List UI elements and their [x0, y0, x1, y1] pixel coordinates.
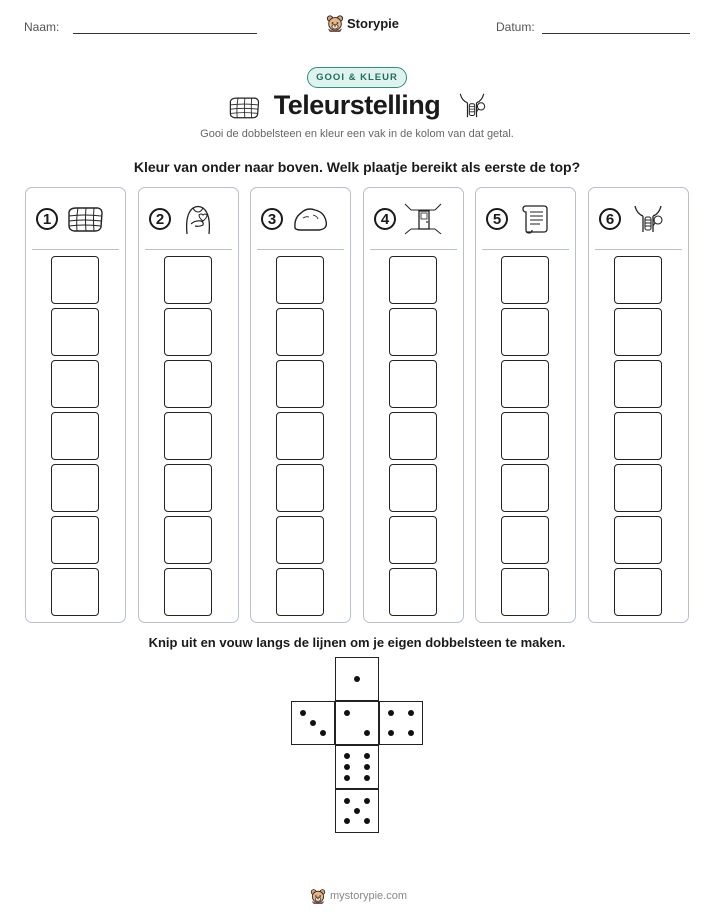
die-pip — [300, 710, 306, 716]
die-pip — [344, 753, 350, 759]
question: Kleur van onder naar boven. Welk plaatje bereikt als eerste de top? — [133, 159, 581, 175]
color-cell[interactable] — [389, 568, 437, 616]
color-cell[interactable] — [389, 308, 437, 356]
die-face-4 — [379, 701, 423, 745]
name-line[interactable] — [73, 33, 257, 34]
color-cell[interactable] — [389, 256, 437, 304]
color-cell[interactable] — [51, 360, 99, 408]
cut-instruction: Knip uit en vouw langs de lijnen om je eigen dobbelsteen te maken. — [148, 635, 566, 650]
die-pip — [364, 764, 370, 770]
column-number: 3 — [261, 208, 283, 230]
color-cell[interactable] — [276, 308, 324, 356]
die-pip — [364, 775, 370, 781]
column-divider — [257, 249, 344, 250]
die-pip — [408, 710, 414, 716]
color-cell[interactable] — [614, 464, 662, 512]
color-cell[interactable] — [389, 412, 437, 460]
color-cell[interactable] — [501, 464, 549, 512]
color-cell[interactable] — [614, 360, 662, 408]
column-divider — [32, 249, 119, 250]
die-pip — [354, 676, 360, 682]
column-1 — [25, 187, 126, 623]
die-pip — [364, 818, 370, 824]
color-cell[interactable] — [164, 516, 212, 564]
color-cell[interactable] — [51, 256, 99, 304]
page-subtitle: Gooi de dobbelsteen en kleur een vak in de kolom van dat getal. — [200, 128, 514, 140]
color-cell[interactable] — [614, 516, 662, 564]
die-pip — [388, 730, 394, 736]
footer-url[interactable]: mystorypie.com — [330, 890, 408, 902]
color-cell[interactable] — [389, 464, 437, 512]
die-pip — [364, 730, 370, 736]
column-number: 1 — [36, 208, 58, 230]
color-cell[interactable] — [164, 256, 212, 304]
color-cell[interactable] — [614, 412, 662, 460]
blanket-icon — [64, 202, 106, 236]
date-label: Datum: — [496, 20, 535, 34]
heart-chest-icon — [177, 202, 219, 236]
column-number: 6 — [599, 208, 621, 230]
color-cell[interactable] — [614, 568, 662, 616]
color-cell[interactable] — [389, 360, 437, 408]
color-cell[interactable] — [501, 256, 549, 304]
color-cell[interactable] — [51, 568, 99, 616]
color-cell[interactable] — [51, 464, 99, 512]
die-pip — [344, 775, 350, 781]
name-label: Naam: — [24, 20, 60, 34]
die-pip — [408, 730, 414, 736]
die-pip — [344, 798, 350, 804]
activity-badge: GOOI & KLEUR — [307, 67, 407, 88]
column-divider — [595, 249, 682, 250]
footer — [310, 886, 407, 906]
date-line[interactable] — [542, 33, 690, 34]
bear-logo-icon — [326, 14, 344, 32]
color-cell[interactable] — [164, 308, 212, 356]
die-pip — [354, 808, 360, 814]
throat-icon — [627, 202, 669, 236]
color-cell[interactable] — [501, 412, 549, 460]
column-divider — [370, 249, 457, 250]
color-cell[interactable] — [164, 412, 212, 460]
color-cell[interactable] — [51, 412, 99, 460]
color-cell[interactable] — [389, 516, 437, 564]
die-pip — [320, 730, 326, 736]
column-number: 5 — [486, 208, 508, 230]
column-2 — [138, 187, 239, 623]
stone-icon — [289, 202, 331, 236]
die-face-6 — [335, 745, 379, 789]
color-cell[interactable] — [164, 360, 212, 408]
color-cell[interactable] — [164, 568, 212, 616]
color-cell[interactable] — [501, 516, 549, 564]
die-face-5 — [335, 789, 379, 833]
die-face-3 — [291, 701, 335, 745]
column-number: 4 — [374, 208, 396, 230]
brand-name: Storypie — [347, 15, 400, 31]
color-cell[interactable] — [614, 308, 662, 356]
color-cell[interactable] — [276, 256, 324, 304]
scroll-icon — [514, 202, 556, 236]
die-pip — [344, 764, 350, 770]
die-pip — [344, 818, 350, 824]
column-6 — [588, 187, 689, 623]
bear-logo-icon — [310, 888, 326, 904]
die-face-2 — [335, 701, 379, 745]
die-face-1 — [335, 657, 379, 701]
die-pip — [388, 710, 394, 716]
color-cell[interactable] — [164, 464, 212, 512]
throat-icon — [453, 90, 491, 121]
color-cell[interactable] — [51, 308, 99, 356]
color-cell[interactable] — [501, 308, 549, 356]
die-pip — [310, 720, 316, 726]
color-cell[interactable] — [276, 464, 324, 512]
column-3 — [250, 187, 351, 623]
column-4 — [363, 187, 464, 623]
column-divider — [145, 249, 232, 250]
color-cell[interactable] — [614, 256, 662, 304]
color-cell[interactable] — [276, 516, 324, 564]
column-divider — [482, 249, 569, 250]
color-cell[interactable] — [501, 360, 549, 408]
die-pip — [364, 798, 370, 804]
die-pip — [364, 753, 370, 759]
color-cell[interactable] — [501, 568, 549, 616]
column-5 — [475, 187, 576, 623]
color-cell[interactable] — [276, 360, 324, 408]
door-icon — [402, 202, 444, 236]
column-number: 2 — [149, 208, 171, 230]
color-cell[interactable] — [276, 412, 324, 460]
page-title: Teleurstelling — [273, 90, 441, 120]
color-cell[interactable] — [51, 516, 99, 564]
brand-logo — [326, 12, 399, 34]
color-cell[interactable] — [276, 568, 324, 616]
die-pip — [344, 710, 350, 716]
